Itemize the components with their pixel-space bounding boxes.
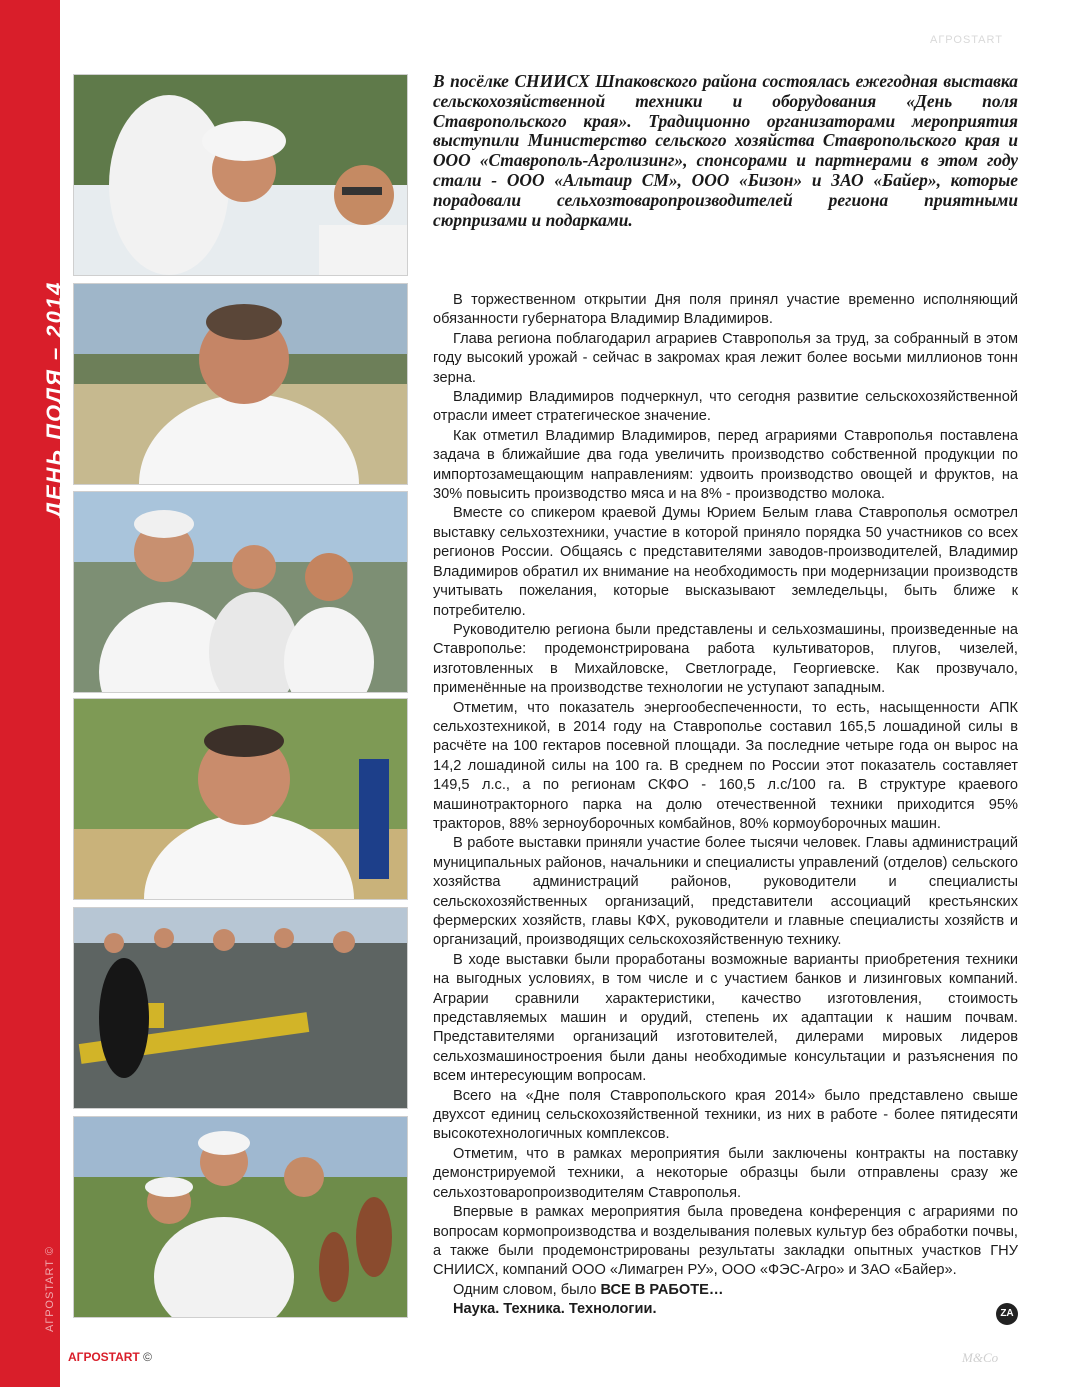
footer-logo-start: START	[100, 1350, 140, 1364]
closing-emphasis: ВСЕ В РАБОТЕ…	[600, 1281, 724, 1298]
article-paragraph: Всего на «Дне поля Ставропольского края 2014» было представлено свыше двухсот единиц сельскохозяйственной техники, из них в работе - более пятидесяти высокотехнологичных комплексов.	[433, 1087, 1018, 1143]
sidebar-brand: АГРОSTART ©	[44, 1246, 56, 1332]
photo-group-caps	[73, 491, 408, 693]
photo-sorghum-inspection	[73, 1116, 408, 1318]
photo-two-men	[73, 74, 408, 276]
article-paragraph: Глава региона поблагодарил аграриев Ставрополья за труд, за собранный в этом году высокий урожай - сейчас в закромах края лежит более восьми миллионов тонн зерна.	[433, 330, 1018, 386]
article-body	[433, 291, 1018, 1320]
article-paragraph: Впервые в рамках мероприятия была проведена конференция с аграриями по вопросам кормопроизводства и возделывания полевых культур без обработки почвы, а также были продемонстрированы результаты закладки опытных участков ГНУ СНИИСХ, компаний ООО «Лимагрен РУ», ООО «ФЭС-Агро» и ЗАО «Байер».	[433, 1204, 1018, 1279]
article-paragraph: Вместе со спикером краевой Думы Юрием Белым глава Ставрополья осмотрел выставку сельхозтехники, участие в которой приняло порядка 50 участников со всех регионов России. Общаясь с представителями заводов-производителей, Владимир Владимиров обратил их внимание на необходимость при модернизации производств учитывать пожелания, которые высказывают земледельцы, быть ближе к потребителю.	[433, 505, 1018, 619]
za-logo-icon: ZA	[996, 1303, 1018, 1325]
article-paragraph: В торжественном открытии Дня поля принял участие временно исполняющий обязанности губернатора Владимир Владимиров.	[433, 292, 1018, 328]
section-title: ДЕНЬ ПОЛЯ – 2014	[42, 280, 67, 518]
sidebar	[0, 0, 67, 1387]
article-paragraph: Владимир Владимиров подчеркнул, что сегодня развитие сельскохозяйственной отрасли имеет стратегическое значение.	[433, 389, 1018, 425]
closing-prefix: Одним словом, было	[453, 1281, 601, 1298]
article-paragraph: Отметим, что в рамках мероприятия были заключены контракты на поставку демонстрируемой техники, а некоторые образцы были отправлены сразу же сельхозтоваропроизводителям Ставрополья.	[433, 1145, 1018, 1201]
photo-crowd-demo	[73, 907, 408, 1109]
article-paragraph: Отметим, что показатель энергообеспеченности, то есть, насыщенности АПК сельхозтехникой, в 2014 году на Ставрополье составил 165,5 лошадиной силы в расчёте на 100 гектаров посевной площади. За последние четыре года он вырос на 14,2 лошадиной силы на 100 га. В среднем по России этот показатель составляет 149,5 л.с., а по регионам СКФО - 160,5 л.с/100 га. В структуре краевого машинотракторного парка на долю отечественной техники приходится 95% тракторов, 88% зерноуборочных комбайнов, 80% кормоуборочных машин.	[433, 699, 1018, 832]
photo-portrait-man	[73, 283, 408, 485]
intro-lead: В посёлке СНИИСХ Шпаковского района состоялась ежегодная выставка сельскохозяйственной техники и оборудования «День поля Ставропольского края». Традиционно организаторами мероприятия выступили Министерство сельского хозяйства Ставропольского края и ООО «Ставрополь-Агролизинг», спонсорами и партнерами в этом году стали - ООО «Альтаир СМ», ООО «Бизон» и ЗАО «Байер», которые порадовали сельхозтоваропроизводителей региона приятными сюрпризами и подарками.	[433, 71, 1018, 230]
closing-slogan: Наука. Техника. Технологии.	[453, 1301, 657, 1318]
header-watermark: АГРОSTART	[930, 34, 1003, 46]
photo-smiling-man	[73, 698, 408, 900]
article-paragraph: В работе выставки приняли участие более тысячи человек. Главы администраций муниципальных районов, начальники и специалисты управлений (отделов) сельского хозяйства администраций районов, руководители и специалисты сельскохозяйственных организаций, представители ассоциаций крестьянских фермерских хозяйств, главы КФХ, руководители и главные специалисты хозяйств и организаций, производящих сельскохозяйственную технику.	[433, 835, 1018, 949]
footer-logo	[68, 1350, 152, 1364]
footer-signature: M&Co	[962, 1350, 999, 1365]
closing-line	[433, 1281, 1018, 1300]
article-paragraph: В ходе выставки были проработаны возможные варианты приобретения техники на выгодных условиях, в том числе и с участием банков и лизинговых компаний. Аграрии сравнили характеристики, качество изготовления, стоимость представляемых машин и орудий, степень их адаптации к нашим почвам. Представителями организаций изготовителей, дилерами мировых лидеров сельхозмашиностроения были даны необходимые консультации и разъяснения по всем интересующим вопросам.	[433, 951, 1018, 1085]
footer-logo-agro: АГРО	[68, 1350, 101, 1364]
copyright-icon: ©	[143, 1350, 152, 1364]
article-paragraph: Как отметил Владимир Владимиров, перед аграриями Ставрополья поставлена задача в ближайшие два года увеличить производство собственной продукции по импортозамещающим направлениям: удвоить производство овощей и фруктов, на 30% повысить производство мяса и на 8% - производство молока.	[433, 427, 1018, 503]
article-paragraph: Руководителю региона были представлены и сельхозмашины, произведенные на Ставрополье: продемонстрирована работа культиваторов, плугов, чизелей, изготовленных в Михайловске, Светлограде, Георгиевске. Как прозвучало, применённые на производстве технологии не уступают западным.	[433, 621, 1018, 697]
